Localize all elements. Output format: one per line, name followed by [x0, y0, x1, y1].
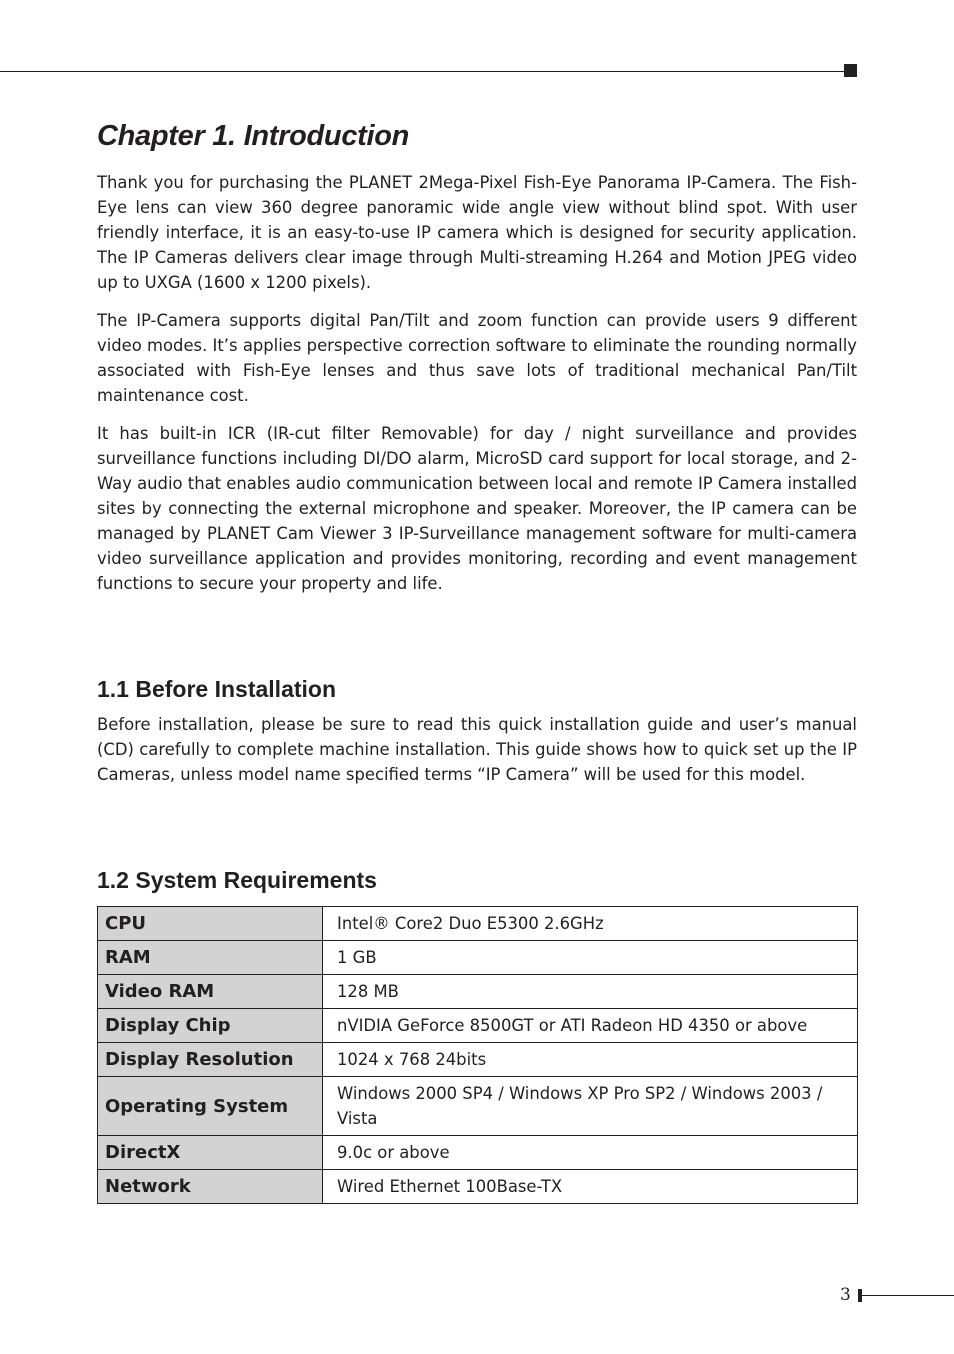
top-square-marker [844, 64, 857, 77]
chapter-title: Chapter 1. Introduction [97, 120, 410, 152]
table-row [98, 907, 858, 941]
requirement-value: 9.0c or above [323, 1136, 858, 1170]
requirement-value: Wired Ethernet 100Base-TX [323, 1170, 858, 1204]
requirement-value: Windows 2000 SP4 / Windows XP Pro SP2 / Windows 2003 / Vista [323, 1077, 858, 1136]
table-row [98, 941, 858, 975]
requirement-label: Display Chip [98, 1009, 323, 1043]
table-row [98, 1009, 858, 1043]
table-row [98, 1170, 858, 1204]
before-installation-paragraph: Before installation, please be sure to read this quick installation guide and user’s manual (CD) carefully to complete machine installation. This guide shows how to quick set up the IP Cameras, unless model name specified terms “IP Camera” will be used for this model. [97, 715, 857, 784]
page-number: 3 [840, 1285, 851, 1305]
requirement-label: RAM [98, 941, 323, 975]
intro-paragraph-3: It has built-in ICR (IR-cut filter Removable) for day / night surveillance and provides surveillance functions including DI/DO alarm, MicroSD card support for local storage, and 2-Way audio that enables audio communication between local and remote IP Camera installed sites by connecting the external microphone and speaker. Moreover, the IP camera can be managed by PLANET Cam Viewer 3 IP-Surveillance management software for multi-camera video surveillance application and provides monitoring, recording and event management functions to secure your property and life. [97, 424, 857, 593]
system-requirements-table [97, 906, 858, 1204]
requirement-value: 1024 x 768 24bits [323, 1043, 858, 1077]
before-installation-heading: 1.1 Before Installation [97, 676, 337, 702]
requirement-value: 1 GB [323, 941, 858, 975]
table-row [98, 1136, 858, 1170]
intro-paragraph-2: The IP-Camera supports digital Pan/Tilt and zoom function can provide users 9 different video modes. It’s applies perspective correction software to eliminate the rounding normally associated with Fish-Eye lenses and thus save lots of traditional mechanical Pan/Tilt maintenance cost. [97, 311, 857, 405]
requirement-label: Network [98, 1170, 323, 1204]
requirement-label: DirectX [98, 1136, 323, 1170]
footer-rule [862, 1295, 954, 1296]
top-rule [0, 71, 848, 72]
requirement-label: Operating System [98, 1077, 323, 1136]
requirement-value: 128 MB [323, 975, 858, 1009]
system-requirements-heading: 1.2 System Requirements [97, 867, 377, 893]
requirement-value: Intel® Core2 Duo E5300 2.6GHz [323, 907, 858, 941]
requirement-label: Display Resolution [98, 1043, 323, 1077]
requirement-value: nVIDIA GeForce 8500GT or ATI Radeon HD 4350 or above [323, 1009, 858, 1043]
table-row [98, 1077, 858, 1136]
intro-paragraph-1: Thank you for purchasing the PLANET 2Mega-Pixel Fish-Eye Panorama IP-Camera. The Fish-Eye lens can view 360 degree panoramic wide angle view without blind spot. With user friendly interface, it is an easy-to-use IP camera which is designed for security application. The IP Cameras delivers clear image through Multi-streaming H.264 and Motion JPEG video up to UXGA (1600 x 1200 pixels). [97, 173, 857, 292]
requirement-label: Video RAM [98, 975, 323, 1009]
table-row [98, 975, 858, 1009]
table-row [98, 1043, 858, 1077]
requirement-label: CPU [98, 907, 323, 941]
